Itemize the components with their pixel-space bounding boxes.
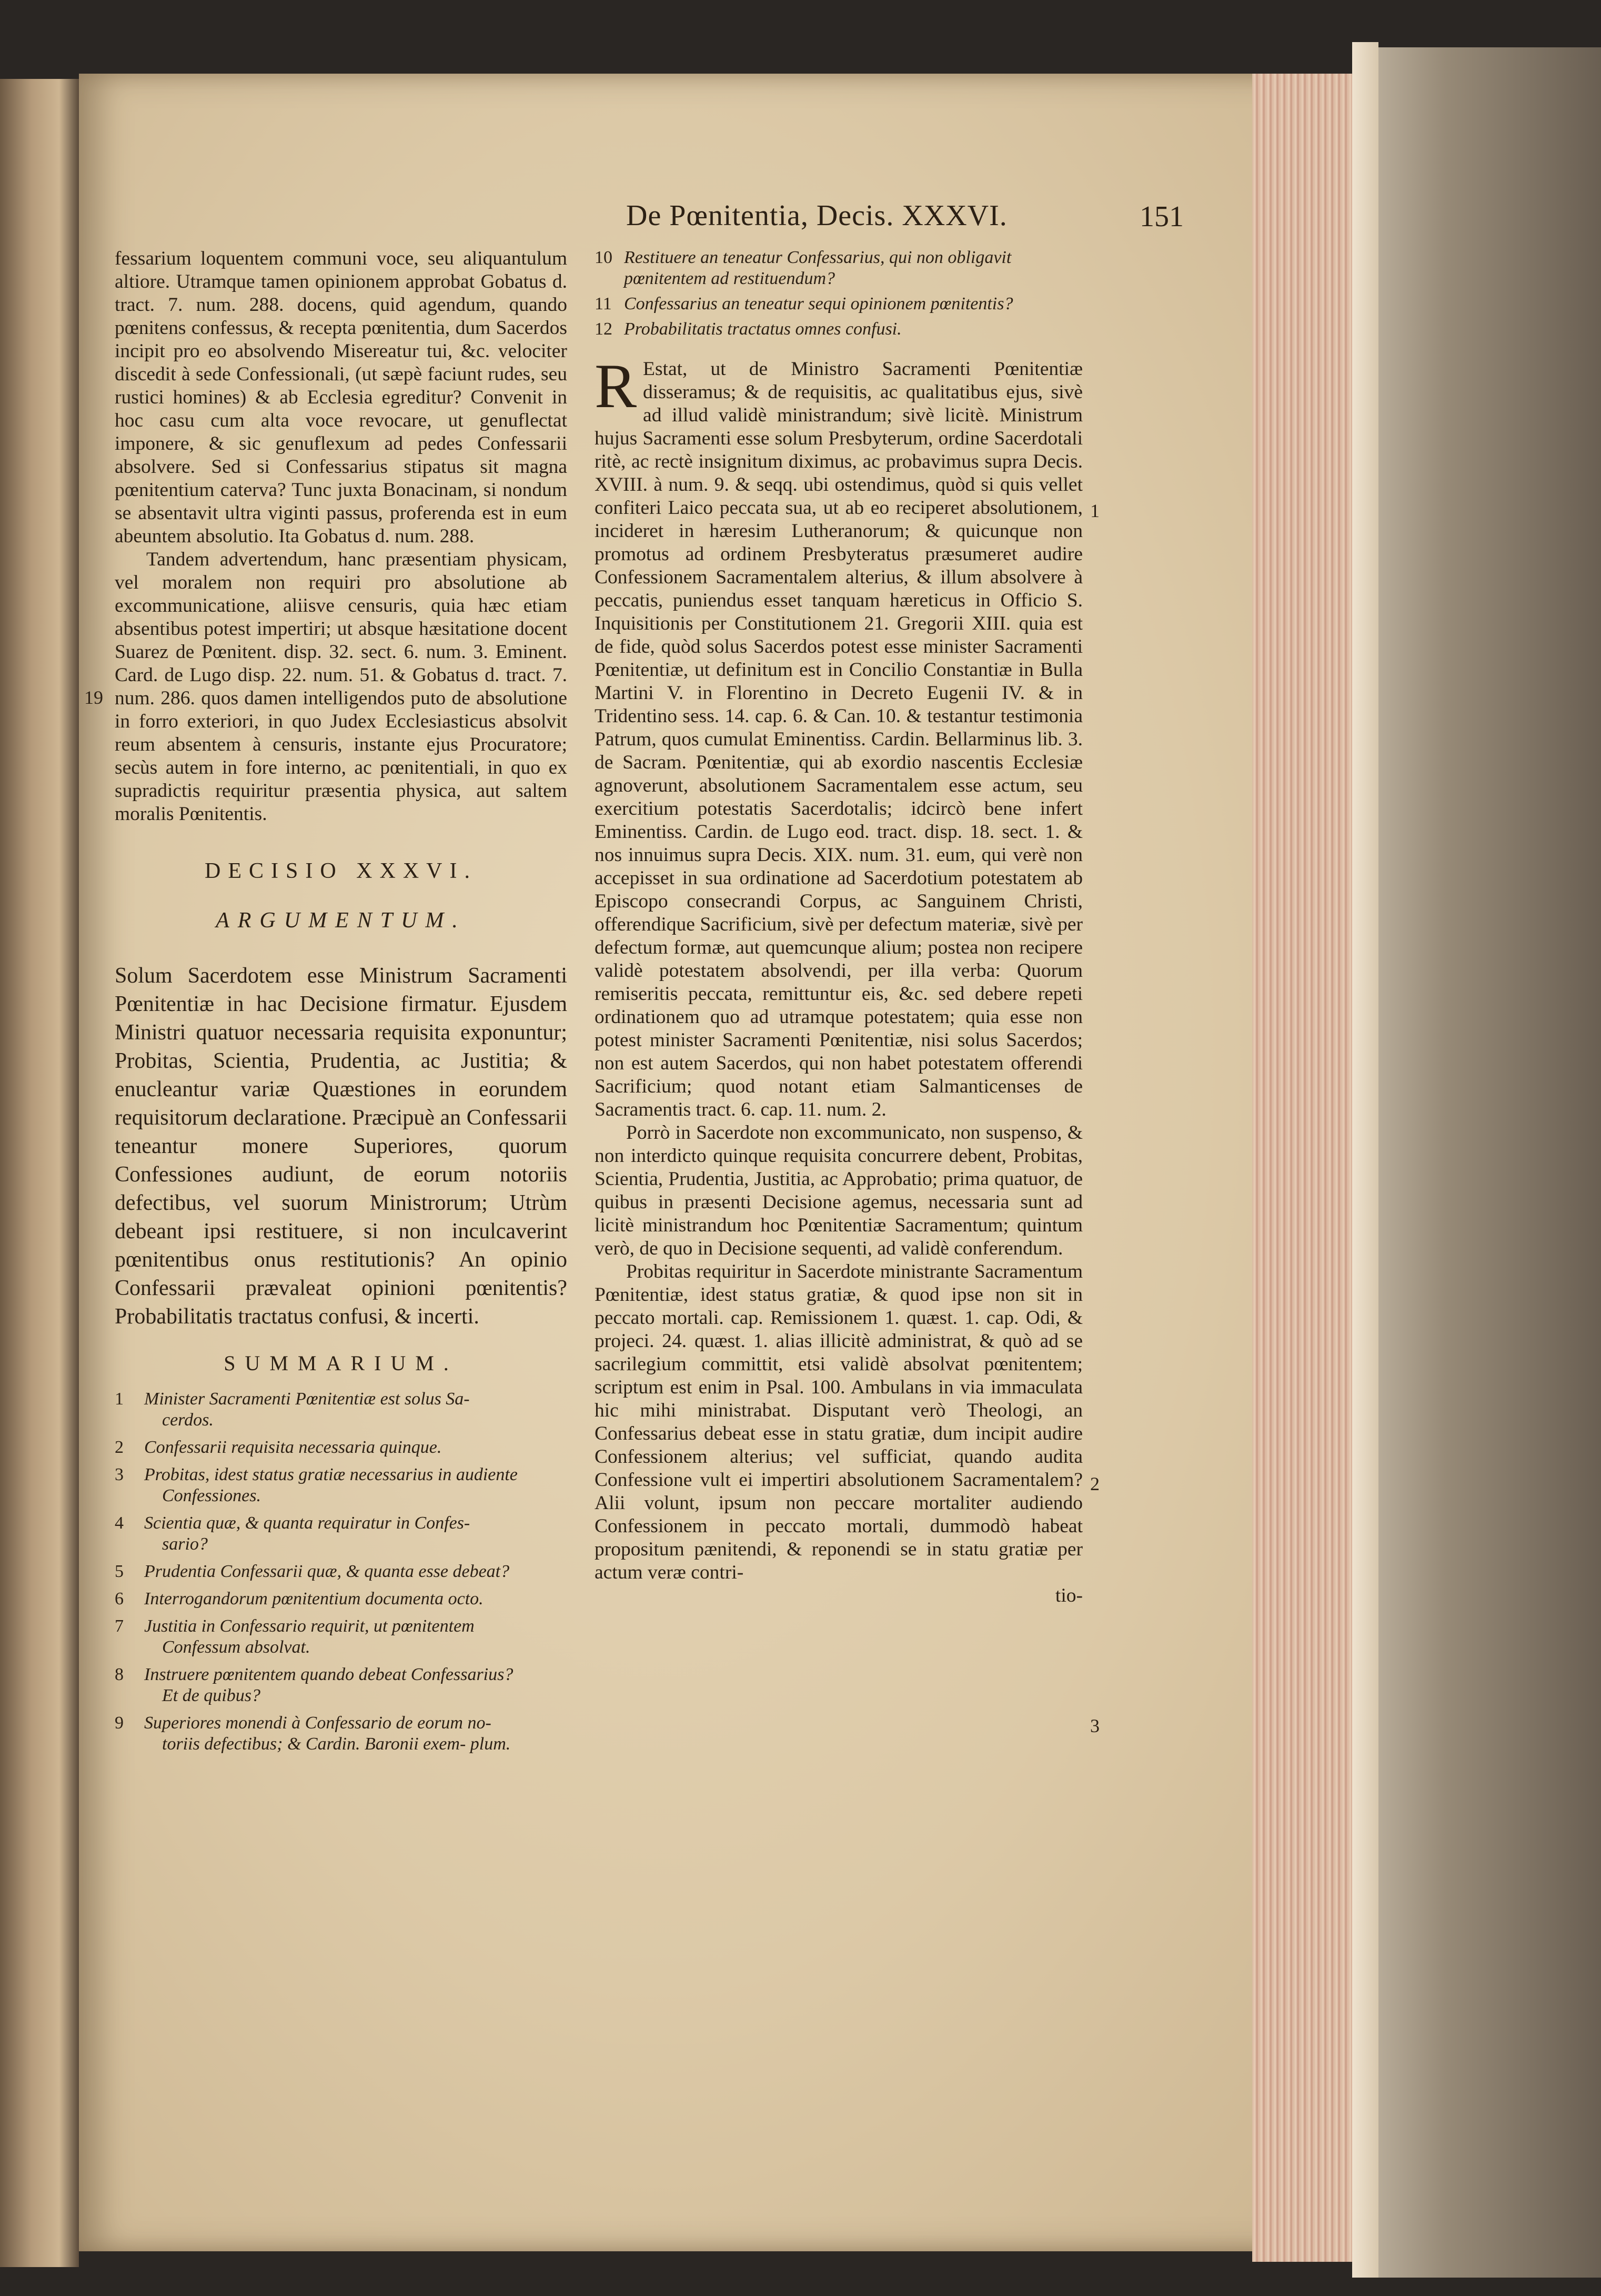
summarium-item-number: 1 [115,1389,124,1409]
margin-number-19: 19 [84,687,103,708]
summarium-item-text: Probitas, idest status gratiæ necessarius in audiente [144,1465,518,1484]
summarium-item-number: 4 [115,1513,124,1533]
summarium-item-number: 7 [115,1616,124,1636]
summarium-item-continuation: Confessiones. [162,1486,261,1505]
summarium-item-text: Scientia quæ, & quanta requiratur in Confes- [144,1513,470,1533]
drop-cap: R [595,351,637,421]
summarium-item-text: Justitia in Confessario requirit, ut pœnitentem [144,1616,475,1636]
summarium-item-text: Interrogandorum pœnitentium documenta octo. [144,1589,484,1609]
catchword: tio- [1055,1585,1083,1606]
book-cover-edge [1378,47,1601,2278]
summarium-item [115,1389,567,1431]
summarium-item [115,1589,567,1610]
summarium-item-continuation: sario? [162,1534,208,1554]
summarium-item [595,294,1083,315]
summarium-item-text: Confessarii requisita necessaria quinque. [144,1438,442,1457]
summarium-item [115,1561,567,1582]
margin-number-3: 3 [1090,1715,1100,1736]
page-number: 151 [1140,200,1184,233]
summarium-item-text: Superiores monendi à Confessario de eorum no- [144,1713,491,1733]
summarium-item [115,1713,567,1755]
summarium-item [115,1437,567,1458]
right-paragraph-1-text: Estat, ut de Ministro Sacramenti Pœnitentiæ disseramus; & de requisitis, ac qualitatibus ejus, sivè ad illud validè ministrandum; sivè licitè. Ministrum hujus Sacramenti esse solum Presbyterum, ordine Sacerdotali ritè, ac rectè insignitum diximus, ac probavimus supra Decis. XVIII. à num. 9. & seqq. ubi ostendimus, quòd si quis vellet confiteri Laico peccata sua, ut ab eo reciperet absolutionem, incideret in hæresim Lutheranorum; & quicunque non promotus ad ordinem Presbyteratus præsumeret audire Confessionem Sacramentalem alterius, & illum absolvere à peccatis, puniendus esset tanquam hæreticus in Officio S. Inquisitionis per Constitutionem 21. Gregorii XIII. quia est de fide, quòd solus Sacerdos potest esse minister Sacramenti Pœnitentiæ, ut definitum est in Concilio Constantiæ in Bulla Martini V. in Florentino in Decreto Eugenii IV. & in Tridentino sess. 14. cap. 6. & Can. 10. & testantur testimonia Patrum, quos cumulat Eminentiss. Cardin. Bellarminus lib. 3. de Sacram. Pœnitentiæ, qui ab exordio nascentis Ecclesiæ agnoverunt, absolutionem Sacramentalem esse actum, seu exercitium potestatis Sacerdotalis; idcircò bene infert Eminentiss. Cardin. de Lugo eod. tract. disp. 18. sect. 1. & nos innuimus supra Decis. XIX. num. 31. eum, qui verè non accepisset in sua ordinatione ad Sacerdotium potestatem ab Episcopo consecrandi Corpus, ac Sanguinem Christi, offerendique Sacrificium, sivè per defectum materiæ, sivè per defectum formæ, aut quemcunque alium; postea non recipere validè potestatem absolvendi, per illa verba: Quorum remiseritis peccata, remittuntur eis, &c. sed debere repeti ordinationem quo ad utramque potestatem; quia esse non potest minister Sacramenti Pœnitentiæ, nisi solus Sacerdos; non est autem Sacerdos, qui non habet potestatem offerendi Sacrificium; quod notant etiam Salmanticenses de Sacramentis tract. 6. cap. 11. num. 2. [595,358,1083,1120]
summarium-item-text: Restituere an teneatur Confessarius, qui non obligavit pœnitentem ad restituendum? [624,248,1012,288]
summarium-item-text: Confessarius an teneatur sequi opinionem pœnitentis? [624,294,1013,313]
summarium-list [115,1389,567,1755]
decision-heading: DECISIO XXXVI. [205,859,477,883]
summarium-item-text: Prudentia Confessarii quæ, & quanta esse debeat? [144,1562,510,1581]
margin-number-1: 1 [1090,500,1100,521]
summarium-item-continuation: Et de quibus? [162,1686,260,1705]
left-column [115,247,567,1761]
running-header [626,199,1184,241]
summarium-item [115,1513,567,1555]
summarium-item-number: 6 [115,1589,124,1609]
right-paragraph-1 [595,351,1083,1121]
right-paragraph-3: Probitas requiritur in Sacerdote ministrante Sacramentum Pœnitentiæ, idest status gratiæ, & quod ipse non sit in peccato mortali. cap. Remissionem 1. quæst. 1. cap. Odi, & projeci. 24. quæst. 1. alias illicitè administrat, & quò ad se sacrilegium committit, etsi validè absolvat pœnitentem; scriptum est enim in Psal. 100. Ambulans in via immaculata hic mihi ministrabat. Disputant verò Theologi, an Confessarius debeat esse in statu gratiæ, dum incipit audire Confessionem alterius; vel sufficiat, quando audita Confessione vult ei impertiri absolutionem Sacramentalem? Alii volunt, ipsum non peccare mortaliter audiendo Confessionem in peccato mortali, dummodò habeat propositum pænitendi, & reponendi se in statu gratiæ per actum veræ contri- [595,1261,1083,1583]
summarium-item-number: 12 [595,319,612,339]
margin-number-2: 2 [1090,1473,1100,1494]
summarium-item-continuation: Confessum absolvat. [162,1637,310,1657]
summarium-item [595,319,1083,340]
summarium-item-number: 11 [595,294,612,313]
summarium-item [115,1616,567,1658]
argumentum-text: Solum Sacerdotem esse Ministrum Sacramenti Pœnitentiæ in hac Decisione firmatur. Ejusdem Ministri quatuor necessaria requisita exponuntur; Probitas, Scientia, Prudentia, ac Justitia; & enucleantur variæ Quæstiones in eorundem requisitorum declaratione. Præcipuè an Confessarii teneantur monere Superiores, quorum Confessiones audiunt, de eorum notoriis defectibus, vel suorum Ministrorum; Utrùm debeant ipsi restituere, si non inculcaverint pœnitentibus onus restitutionis? An opinio Confessarii prævaleat opinioni pœnitentis? Probabilitatis tractatus confusi, & incerti. [115,964,567,1329]
argumentum-heading: ARGUMENTUM. [216,908,466,933]
summarium-item-number: 2 [115,1438,124,1457]
summarium-item-text: Instruere pœnitentem quando debeat Confessarius? [144,1665,513,1684]
summarium-item-continuation: toriis defectibus; & Cardin. Baronii exem- plum. [162,1734,511,1754]
summarium-item-number: 10 [595,248,612,267]
summarium-item-text: Minister Sacramenti Pœnitentiæ est solus Sa- [144,1389,470,1409]
page-fore-edge [1252,74,1352,2262]
summarium-item-number: 5 [115,1562,124,1581]
page-fore-edge-light [1352,42,1378,2278]
summarium-item-number: 3 [115,1465,124,1484]
left-paragraph-2: Tandem advertendum, hanc præsentiam physicam, vel moralem non requiri pro absolutione ab excommunicatione, aliisve censuris, quia hæc etiam absentibus potest impertiri; ut absque hæsitatione docent Suarez de Pœnitent. disp. 32. sect. 6. num. 3. Eminent. Card. de Lugo disp. 22. num. 51. & Gobatus d. tract. 7. num. 286. quos damen intelligendos puto de absolutione in forro exteriori, in quo Judex Ecclesiasticus absolvit reum absentem à censuris, instante ejus Procuratore; secùs autem in fore interno, ac pœnitentiali, in quo ex supradictis requiritur præsentia physica, aut saltem moralis Pœnitentis. [115,549,567,825]
summarium-item-number: 8 [115,1665,124,1684]
summarium-item-continuation: cerdos. [162,1410,214,1430]
right-paragraph-2: Porrò in Sacerdote non excommunicato, non suspenso, & non interdicto quinque requisita concurrere debent, Probitas, Scientia, Prudentia, Justitia, ac Approbatio; prima quatuor, de quibus in præsenti Decisione agemus, necessaria sunt ad licitè ministrandum hoc Pœnitentiæ Sacramentum; quintum verò, de quo in Decisione sequenti, ad validè conferendum. [595,1122,1083,1259]
summarium-item-number: 9 [115,1713,124,1733]
summarium-item-text: Probabilitatis tractatus omnes confusi. [624,319,902,339]
summarium-heading: SUMMARIUM. [224,1351,458,1375]
summarium-item [595,247,1083,289]
left-paragraph-1: fessarium loquentem communi voce, seu aliquantulum altiore. Utramque tamen opinionem approbat Gobatus d. tract. 7. num. 288. docens, quid agendum, quando pœnitens confessus, & recepta pœnitentia, dum Sacerdos incipit pro eo absolvendo Misereatur tui, &c. velociter discedit à sede Confessionali, (ut sæpè faciunt rudes, seu rustici homines) & ab Ecclesia egreditur? Convenit in hoc casu cum alta voce revocare, ut genuflectat imponere, & sic genuflexum ad pedes Confessarii absolvere. Sed si Confessarius stipatus sit magna pœnitentium caterva? Tunc juxta Bonacinam, si nondum se absentavit ultra viginti passus, proferenda est in eum abeuntem absolutio. Ita Gobatus d. num. 288. [115,248,567,547]
summarium-item [115,1464,567,1506]
summarium-item [115,1664,567,1706]
summarium-continued [595,247,1083,340]
right-column [595,247,1083,1607]
previous-page-edge [0,79,79,2267]
running-title: De Pœnitentia, Decis. XXXVI. [626,199,1008,232]
